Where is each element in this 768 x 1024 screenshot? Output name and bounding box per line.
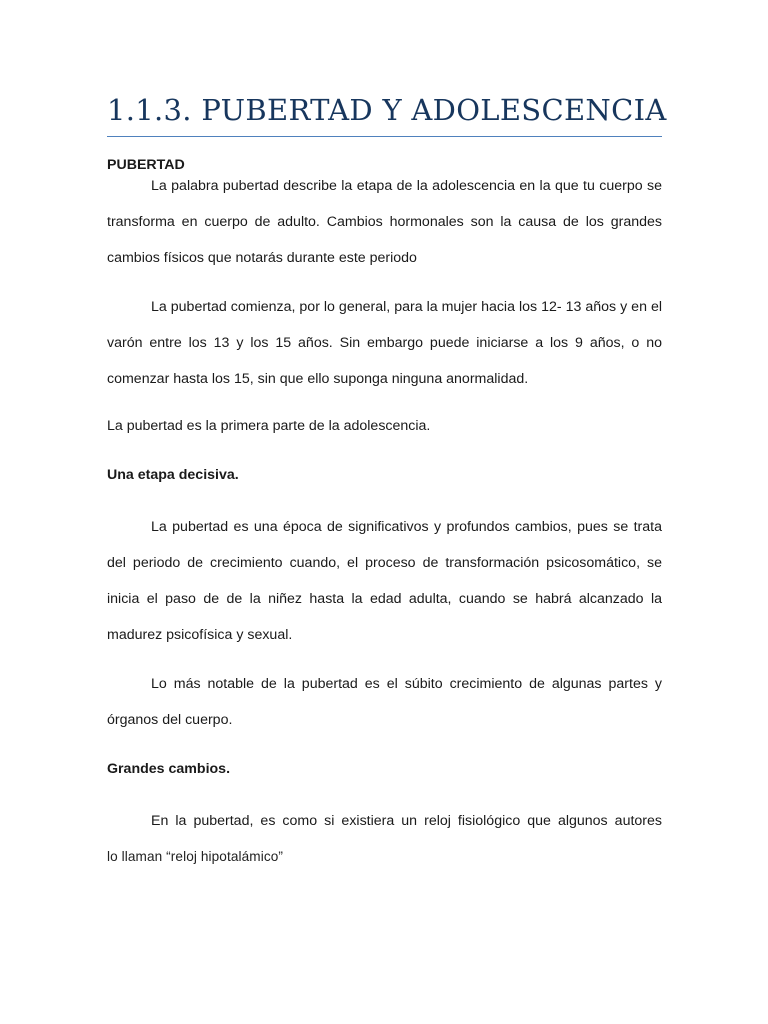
section-heading-grandes-cambios: Grandes cambios. — [107, 761, 231, 777]
section-heading-etapa-decisiva: Una etapa decisiva. — [107, 467, 239, 483]
paragraph-reloj-fisiologico: En la pubertad, es como si existiera un reloj fisiológico que algunos autores — [151, 813, 662, 829]
paragraph-etapa-changes: La pubertad es una época de significativos y profundos cambios, pues se trata del periodo de crecimiento cuando, el proceso de transformación psicosomático, se inicia el paso de de la niñez hasta la edad adulta, cuando se habrá alcanzado la madurez psicofísica y sexual. — [107, 519, 662, 643]
paragraph-pubertad-definition: La palabra pubertad describe la etapa de la adolescencia en la que tu cuerpo se transforma en cuerpo de adulto. Cambios hormonales son la causa de los grandes cambios físicos que notarás durante este periodo — [107, 178, 662, 266]
document-title: 1.1.3. PUBERTAD Y ADOLESCENCIA — [107, 93, 667, 127]
paragraph-pubertad-onset: La pubertad comienza, por lo general, para la mujer hacia los 12- 13 años y en el varón entre los 13 y los 15 años. Sin embargo puede iniciarse a los 9 años, o no comenzar hasta los 15, sin que ello suponga ninguna anormalidad. — [107, 299, 662, 387]
paragraph-notable-growth: Lo más notable de la pubertad es el súbito crecimiento de algunas partes y órganos del cuerpo. — [107, 676, 662, 728]
section-heading-pubertad: PUBERTAD — [107, 157, 185, 173]
paragraph-reloj-hipotalamico: lo llaman “reloj hipotalámico” — [107, 849, 284, 864]
title-underline — [107, 136, 662, 137]
paragraph-pubertad-first-part: La pubertad es la primera parte de la adolescencia. — [107, 418, 431, 434]
